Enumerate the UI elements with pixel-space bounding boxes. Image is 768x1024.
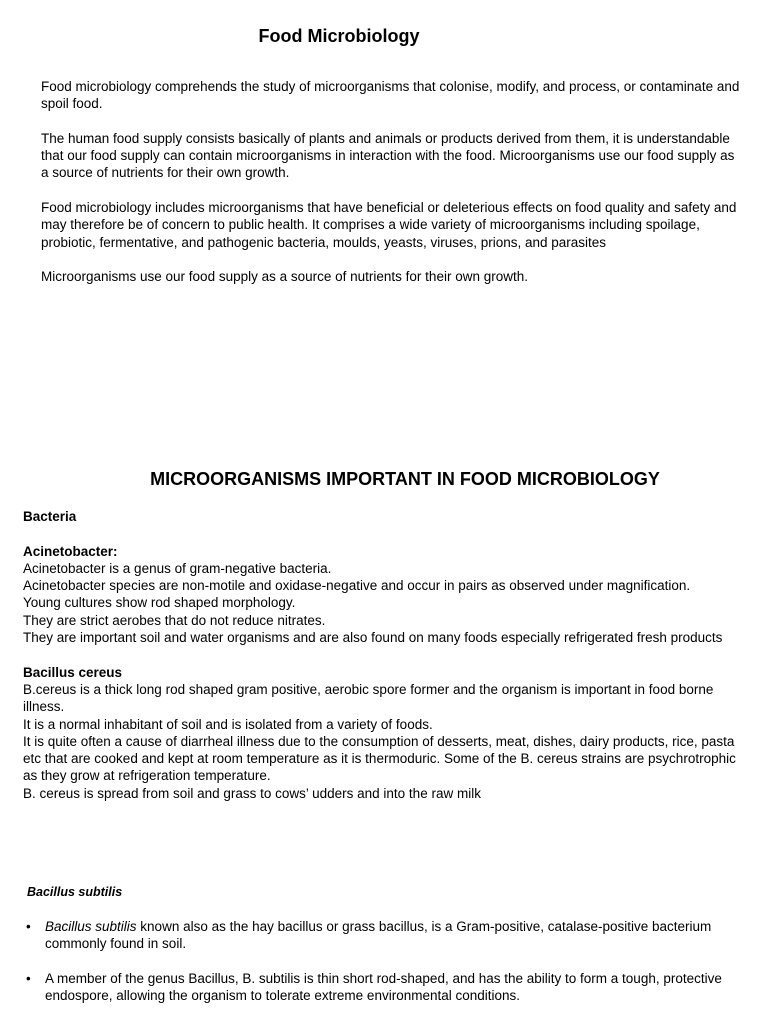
acinetobacter-line: They are strict aerobes that do not reduce nitrates. — [23, 612, 326, 628]
bullet-icon: • — [26, 919, 31, 934]
bacillus-cereus-line: B. cereus is spread from soil and grass to cows’ udders and into the raw milk — [23, 785, 481, 801]
intro-paragraph-1: Food microbiology comprehends the study of microorganisms that colonise, modify, and process, or contaminate and spoil food. — [41, 79, 740, 112]
bacillus-cereus-line: It is a normal inhabitant of soil and is isolated from a variety of foods. — [23, 716, 433, 732]
bacteria-heading: Bacteria — [23, 509, 77, 524]
acinetobacter-line: Acinetobacter species are non-motile and oxidase-negative and occur in pairs as observed under magnification. — [23, 578, 691, 594]
acinetobacter-heading: Acinetobacter: — [23, 543, 118, 559]
intro-paragraph-3: Food microbiology includes microorganisms that have beneficial or deleterious effects on food quality and safety and may therefore be of concern to public health. It comprises a wide variety of microorganisms including spoilage, probiotic, fermentative, and pathogenic bacteria, moulds, yeasts, viruses, prions, and parasites — [41, 200, 737, 250]
bacillus-cereus-line: It is quite often a cause of diarrheal illness due to the consumption of desserts, meat, dishes, dairy products, rice, pasta etc that are cooked and kept at room temperature as it is thermoduric. Some of the B. cereus strains are psychrotrophic as they grow at refrigeration temperature. — [23, 733, 736, 784]
acinetobacter-line: Young cultures show rod shaped morphology. — [23, 595, 296, 611]
list-item — [23, 970, 723, 1005]
bullet-text: A member of the genus Bacillus, B. subtilis is thin short rod-shaped, and has the ability to form a tough, protective endospore, allowing the organism to tolerate extreme environmental conditions. — [45, 970, 722, 1004]
acinetobacter-line: Acinetobacter is a genus of gram-negative bacteria. — [23, 560, 332, 576]
bacillus-subtilis-list — [23, 918, 723, 1022]
bacillus-cereus-heading: Bacillus cereus — [23, 664, 123, 680]
bacillus-cereus-line: B.cereus is a thick long rod shaped gram positive, aerobic spore former and the organism is important in food borne illness. — [23, 681, 714, 715]
section-title: MICROORGANISMS IMPORTANT IN FOOD MICROBIOLOGY — [150, 469, 660, 489]
page-title: Food Microbiology — [258, 26, 420, 46]
bacteria-section — [23, 508, 753, 802]
intro-paragraph-4: Microorganisms use our food supply as a source of nutrients for their own growth. — [41, 269, 528, 285]
bacillus-subtilis-heading: Bacillus subtilis — [27, 885, 123, 899]
bullet-text: known also as the hay bacillus or grass bacillus, is a Gram-positive, catalase-positive bacterium commonly found in soil. — [45, 919, 712, 952]
bullet-lead: Bacillus subtilis — [45, 919, 137, 934]
bullet-icon: • — [26, 970, 31, 986]
intro-paragraph-2: The human food supply consists basically of plants and animals or products derived from them, it is understandable that our food supply can contain microorganisms in interaction with the food. Microorganisms use our food supply as a source of nutrients for their own growth. — [41, 130, 735, 181]
intro-section — [41, 78, 741, 303]
list-item — [23, 918, 723, 953]
acinetobacter-line: They are important soil and water organisms and are also found on many foods especially refrigerated fresh products — [23, 630, 723, 646]
